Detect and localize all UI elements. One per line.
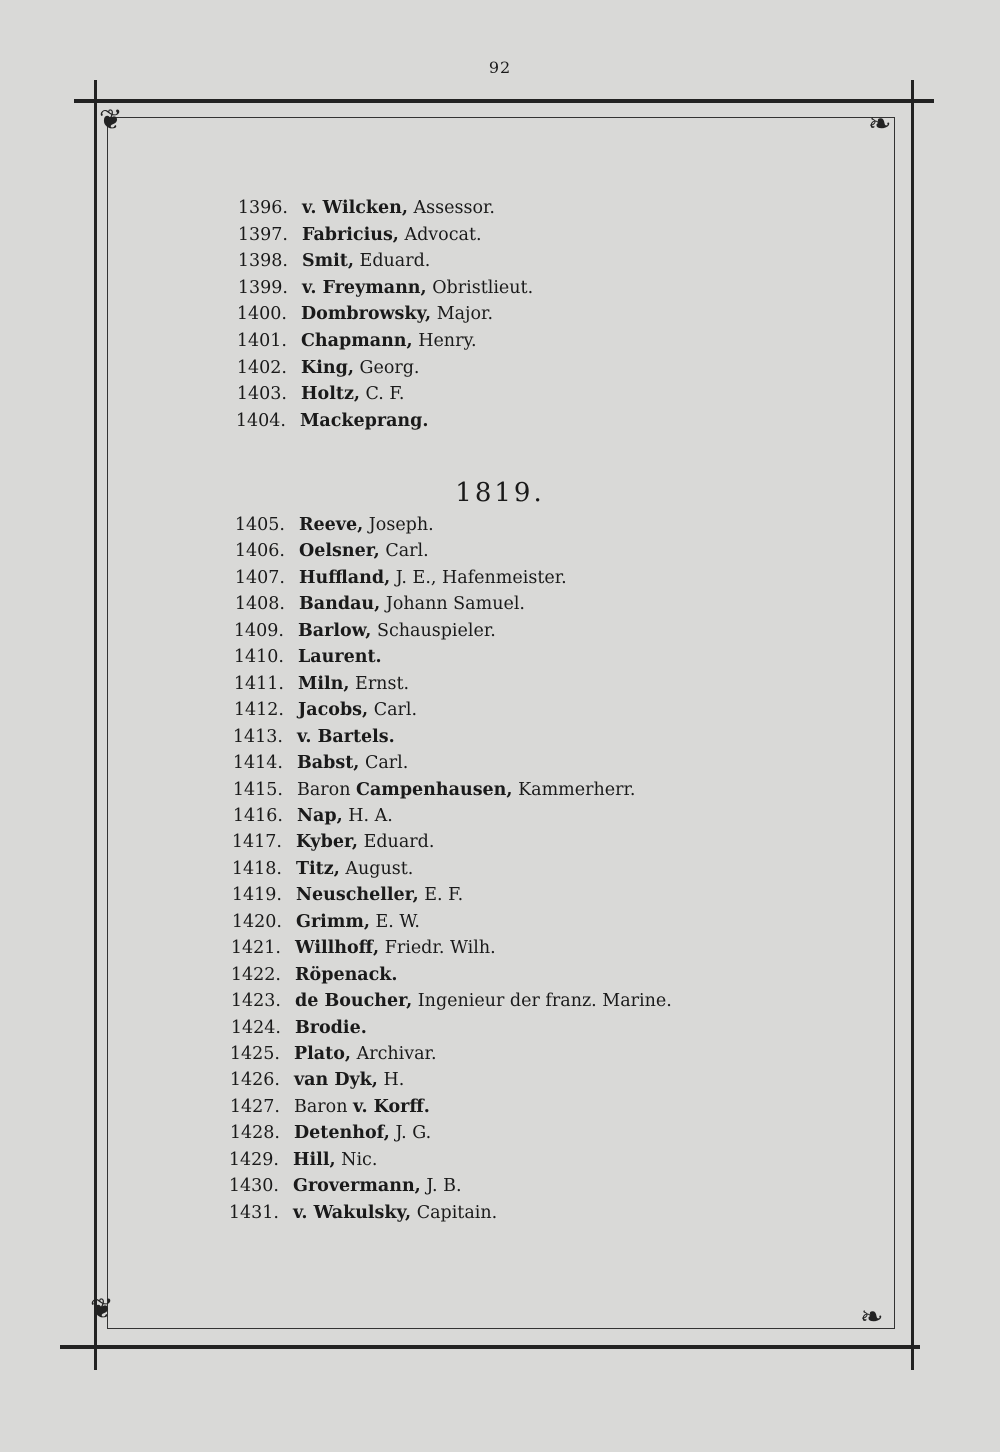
list-item [220, 1097, 430, 1124]
entry-description: Eduard. [358, 832, 435, 853]
entry-description: Ernst. [349, 673, 410, 694]
entry-name: Mackeprang. [300, 410, 429, 431]
entry-name: de Boucher, [295, 991, 413, 1012]
entry-name: Grovermann, [293, 1176, 421, 1197]
entry-name: Willhoff, [295, 938, 380, 959]
corner-ornament-icon: ❦ [90, 1292, 114, 1325]
list-item [225, 568, 567, 595]
entry-title-prefix: Baron [297, 779, 357, 800]
entry-description: H. [377, 1070, 405, 1091]
list-item [224, 621, 496, 648]
list-item [227, 358, 420, 385]
entry-number: 1400. [236, 304, 287, 325]
entry-number: 1415. [232, 779, 283, 800]
list-item [221, 991, 672, 1018]
entry-name: Kyber, [296, 832, 359, 853]
entry-number: 1429. [228, 1149, 279, 1170]
entry-number: 1418. [231, 858, 282, 879]
entry-name: v. Bartels. [297, 726, 395, 747]
list-item [227, 384, 404, 411]
frame-left-rule [94, 80, 97, 1370]
list-item [228, 198, 495, 225]
entry-number: 1412. [233, 700, 284, 721]
entry-description: August. [339, 858, 414, 879]
list-item [225, 541, 429, 568]
list-item [219, 1176, 462, 1203]
entry-description: Schauspieler. [371, 620, 496, 641]
entry-number: 1419. [231, 885, 282, 906]
entry-description: Friedr. Wilh. [379, 938, 496, 959]
entry-name: Huffland, [299, 567, 391, 588]
entry-description: J. E., Hafenmeister. [390, 567, 567, 588]
entry-number: 1426. [229, 1070, 280, 1091]
entry-name: Oelsner, [299, 541, 380, 562]
corner-ornament-icon: ❧ [860, 1300, 884, 1333]
entry-number: 1397. [237, 224, 288, 245]
entry-description: Carl. [379, 541, 429, 562]
entry-number: 1408. [234, 594, 285, 615]
entry-description: Nic. [335, 1149, 378, 1170]
list-item [227, 304, 493, 331]
entry-description: Capitain. [411, 1202, 498, 1223]
list-item [225, 594, 525, 621]
list-item [219, 1150, 377, 1177]
entry-name: Miln, [298, 673, 350, 694]
entry-number: 1422. [230, 964, 281, 985]
entry-number: 1399. [237, 277, 288, 298]
list-item [222, 912, 420, 939]
list-item [220, 1044, 437, 1071]
entry-number: 1420. [231, 911, 282, 932]
entry-description: J. G. [389, 1123, 432, 1144]
entry-number: 1417. [231, 832, 282, 853]
entry-name: Smit, [302, 251, 354, 272]
entry-number: 1421. [230, 938, 281, 959]
entry-name: v. Korff. [353, 1096, 430, 1117]
list-item [222, 885, 463, 912]
entry-description: Henry. [412, 331, 477, 351]
entry-description: E. W. [369, 911, 420, 932]
entry-number: 1406. [234, 541, 285, 562]
entry-name: King, [301, 357, 354, 378]
entry-name: Jacobs, [298, 700, 369, 721]
entry-description: Assessor. [407, 198, 495, 218]
entry-description: C. F. [359, 384, 405, 405]
entry-name: v. Wakulsky, [293, 1202, 412, 1223]
list-item [221, 938, 496, 965]
list-item [224, 647, 382, 674]
frame-bottom-rule [60, 1345, 920, 1349]
entry-name: Babst, [297, 753, 360, 774]
entry-description: Georg. [353, 357, 420, 378]
entry-name: Campenhausen, [356, 779, 513, 800]
entry-name: Nap, [297, 805, 343, 826]
entry-name: Barlow, [298, 620, 372, 641]
entry-description: Major. [431, 304, 494, 325]
entry-name: Reeve, [299, 515, 364, 535]
entry-number: 1425. [229, 1044, 280, 1064]
entry-title-prefix: Baron [294, 1096, 354, 1117]
entry-name: Detenhof, [294, 1123, 390, 1144]
entry-name: Röpenack. [295, 964, 398, 985]
entry-name: van Dyk, [294, 1070, 378, 1091]
list-item [222, 832, 434, 859]
entry-description: E. F. [418, 885, 464, 906]
entry-description: Ingenieur der franz. Marine. [412, 991, 672, 1012]
entry-number: 1427. [229, 1096, 280, 1117]
entry-description: Johann Samuel. [380, 594, 525, 615]
entry-number: 1409. [233, 620, 284, 641]
entry-number: 1407. [234, 567, 285, 588]
list-item [225, 515, 434, 542]
list-item [222, 859, 413, 886]
entry-name: Hill, [293, 1149, 336, 1170]
entry-name: Brodie. [295, 1017, 367, 1038]
entry-number: 1404. [235, 410, 286, 431]
entry-description: Obristlieut. [426, 277, 534, 298]
entry-description: Archivar. [351, 1044, 437, 1064]
entry-description: J. B. [420, 1176, 462, 1197]
entry-number: 1413. [232, 726, 283, 747]
list-item [219, 1203, 497, 1230]
entry-number: 1401. [236, 331, 287, 351]
frame-right-rule [911, 80, 914, 1370]
entry-number: 1430. [228, 1176, 279, 1197]
entry-name: Bandau, [299, 594, 381, 615]
entry-name: v. Freymann, [302, 277, 427, 298]
entry-number: 1410. [233, 647, 284, 668]
entry-description: H. A. [342, 805, 393, 826]
entry-number: 1403. [236, 384, 287, 405]
list-item [224, 674, 409, 701]
entry-description: Kammerherr. [512, 779, 636, 800]
entry-number: 1416. [232, 805, 283, 826]
list-item [220, 1123, 431, 1150]
list-item [221, 965, 398, 992]
list-item [223, 780, 635, 807]
list-item [223, 806, 393, 833]
list-item [226, 411, 428, 438]
entry-description: Carl. [368, 700, 418, 721]
list-item [223, 727, 395, 754]
entry-description: Advocat. [398, 224, 482, 245]
corner-ornament-icon: ❧ [868, 107, 892, 140]
entry-number: 1431. [228, 1202, 279, 1223]
page-number: 92 [488, 58, 512, 77]
entry-description: Carl. [359, 753, 409, 774]
entry-name: Grimm, [296, 911, 370, 932]
list-item [224, 700, 417, 727]
entry-name: Titz, [296, 858, 340, 879]
entry-number: 1411. [233, 673, 284, 694]
list-item [221, 1018, 367, 1045]
entry-number: 1402. [236, 357, 287, 378]
list-item [223, 753, 408, 780]
entry-number: 1405. [234, 515, 285, 535]
entry-number: 1398. [237, 251, 288, 272]
entry-name: Neuscheller, [296, 885, 419, 906]
entry-number: 1396. [237, 198, 288, 218]
list-item [228, 225, 482, 252]
entry-number: 1423. [230, 991, 281, 1012]
list-item [228, 278, 533, 305]
list-item [227, 331, 477, 358]
entry-description: Joseph. [363, 515, 434, 535]
entry-name: Laurent. [298, 647, 382, 668]
corner-ornament-icon: ❦ [99, 103, 123, 136]
entry-name: Chapmann, [301, 331, 413, 351]
year-heading: 1819. [455, 478, 545, 508]
entry-name: Dombrowsky, [301, 304, 432, 325]
entry-name: v. Wilcken, [302, 198, 408, 218]
list-item [228, 251, 430, 278]
entry-name: Holtz, [301, 384, 360, 405]
frame-top-rule [74, 99, 934, 103]
entry-description: Eduard. [353, 251, 431, 272]
entry-name: Fabricius, [302, 224, 399, 245]
entry-number: 1414. [232, 753, 283, 774]
entry-number: 1428. [229, 1123, 280, 1144]
entry-number: 1424. [230, 1017, 281, 1038]
list-item [220, 1070, 404, 1097]
entry-name: Plato, [294, 1044, 351, 1064]
